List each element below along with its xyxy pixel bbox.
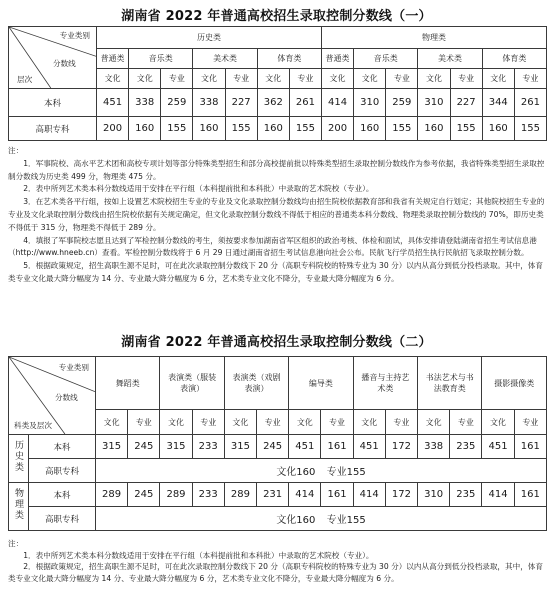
- table2-notes: [8, 538, 547, 584]
- row-label: 高职专科: [29, 459, 96, 483]
- score-cell: 414: [353, 483, 385, 507]
- subgroup-header: 普通类: [97, 49, 129, 69]
- note-item: 4．填报了军事院校志愿且达到了军检控制分数线的考生，须按要求参加湖南省军区组织的政治考核、体检和面试，具体安排请登陆湖南省招生考试信息港（http://www.hneeb.cn）查看。军检控制分数线将于 6 月 29 日通过湖南省招生考试信息港向社会公布。民航飞行学员招生执行民航招飞录取控制分数。: [8, 235, 537, 258]
- score-cell: 155: [514, 117, 546, 141]
- column-header: 专业: [161, 69, 193, 89]
- score-cell: 310: [418, 89, 450, 117]
- score-cell: 259: [386, 89, 418, 117]
- table-row: [9, 483, 547, 507]
- merged-score-cell: [96, 459, 547, 483]
- subgroup-header: 音乐类: [129, 49, 193, 69]
- corner-label-level: 层次: [17, 75, 33, 84]
- score-table-1: [8, 26, 547, 141]
- column-header: 文化: [193, 69, 225, 89]
- corner-label-score: 分数线: [55, 393, 78, 402]
- column-header: 文化: [257, 69, 289, 89]
- category-header-photography: 摄影摄像类: [482, 357, 547, 410]
- group-header-history: 历史类: [97, 27, 322, 49]
- score-cell: 289: [224, 483, 256, 507]
- category-header-directing: 编导类: [289, 357, 353, 410]
- corner-label-category: 专业类别: [58, 363, 89, 372]
- score-cell: 155: [386, 117, 418, 141]
- subgroup-header: 音乐类: [354, 49, 418, 69]
- column-header: 专业: [225, 69, 257, 89]
- major-score: 专业155: [326, 515, 366, 526]
- note-item: 1．表中所列艺术类本科分数线适用于安排在平行组（本科提前批和本科批）中录取的艺术院校（专业）。: [23, 550, 374, 560]
- table-row: [9, 89, 547, 117]
- row-label: 本科: [29, 435, 96, 459]
- score-cell: 160: [129, 117, 161, 141]
- note-item: 1．军事院校、高水平艺术团和高校专项计划等部分特殊类型招生和部分高校提前批以特殊类型招生录取控制分数线作为参考依据，我省特殊类型招生录取控制分数线为历史类 499 分，物理类 475 分。: [8, 158, 545, 181]
- score-cell: 338: [129, 89, 161, 117]
- column-header: 文化: [418, 410, 450, 435]
- table-row: [9, 507, 547, 531]
- column-header: 文化: [354, 69, 386, 89]
- table1-notes: [8, 145, 547, 286]
- major-score: 专业155: [326, 467, 366, 478]
- score-cell: 172: [385, 435, 417, 459]
- score-cell: 289: [96, 483, 128, 507]
- score-cell: 259: [161, 89, 193, 117]
- score-cell: 200: [321, 117, 353, 141]
- score-cell: 451: [97, 89, 129, 117]
- culture-score: 文化160: [276, 467, 316, 478]
- score-cell: 338: [193, 89, 225, 117]
- score-cell: 200: [97, 117, 129, 141]
- column-header: 专业: [450, 410, 482, 435]
- corner-label-category: 专业类别: [59, 31, 90, 40]
- corner-label-score: 分数线: [53, 59, 76, 68]
- score-cell: 233: [192, 435, 224, 459]
- table-row: [9, 117, 547, 141]
- score-cell: 160: [354, 117, 386, 141]
- score-cell: 227: [450, 89, 482, 117]
- score-cell: 310: [418, 483, 450, 507]
- corner-label-subject-level: 科类及层次: [14, 421, 52, 430]
- score-cell: 245: [128, 435, 160, 459]
- score-cell: 338: [418, 435, 450, 459]
- subgroup-header: 体育类: [257, 49, 321, 69]
- column-header: 专业: [514, 69, 546, 89]
- score-cell: 245: [128, 483, 160, 507]
- score-cell: 315: [224, 435, 256, 459]
- subgroup-header: 体育类: [482, 49, 546, 69]
- column-header: 文化: [224, 410, 256, 435]
- table-row: [9, 459, 547, 483]
- score-cell: 414: [321, 89, 353, 117]
- score-cell: 155: [450, 117, 482, 141]
- score-cell: 233: [192, 483, 224, 507]
- table-row: [9, 435, 547, 459]
- column-header: 专业: [289, 69, 321, 89]
- column-header: 文化: [418, 69, 450, 89]
- subgroup-header: 普通类: [321, 49, 353, 69]
- note-item: 2．根据政策规定，招生高职生源不足时，可在此次录取控制分数线下 20 分（高职专科院校的特殊专业为 30 分）以内从高分到低分投档录取，其中，体育类专业文化最大降分幅度为 14 分、专业最大降分幅度为 6 分，艺术类专业文化不降分，专业最大降分幅度为 6 分。: [8, 562, 543, 583]
- row-label: 高职专科: [29, 507, 96, 531]
- culture-score: 文化160: [276, 515, 316, 526]
- row-label: 高职专科: [9, 117, 97, 141]
- note-item: 5．根据政策规定，招生高职生源不足时，可在此次录取控制分数线下 20 分（高职专科院校的特殊专业为 30 分）以内从高分到低分投档录取。其中，体育类专业文化最大降分幅度为 14 分、专业最大降分幅度为 6 分，艺术类专业文化不降分，专业最大降分幅度为 6 分。: [8, 261, 543, 283]
- notes-label: 注：: [8, 146, 24, 155]
- column-header: 文化: [160, 410, 192, 435]
- column-header: 文化: [353, 410, 385, 435]
- score-cell: 155: [161, 117, 193, 141]
- section-label-physics: [9, 483, 29, 531]
- score-cell: 414: [289, 483, 321, 507]
- column-header: 专业: [386, 69, 418, 89]
- score-cell: 289: [160, 483, 192, 507]
- score-cell: 310: [354, 89, 386, 117]
- score-cell: 172: [385, 483, 417, 507]
- score-cell: 245: [257, 435, 289, 459]
- column-header: 专业: [450, 69, 482, 89]
- category-header-fashion-performance: 表演类（服装表演）: [160, 357, 224, 410]
- column-header: 专业: [385, 410, 417, 435]
- score-cell: 160: [418, 117, 450, 141]
- group-header-physics: 物理类: [321, 27, 546, 49]
- category-header-drama-performance: 表演类（戏剧表演）: [224, 357, 288, 410]
- score-cell: 451: [353, 435, 385, 459]
- score-cell: 451: [289, 435, 321, 459]
- score-cell: 155: [289, 117, 321, 141]
- subgroup-header: 美术类: [193, 49, 257, 69]
- score-cell: 160: [257, 117, 289, 141]
- column-header: 专业: [514, 410, 546, 435]
- column-header: 文化: [482, 410, 514, 435]
- table1-title: 湖南省 2022 年普通高校招生录取控制分数线（一）: [121, 9, 432, 24]
- section-label-text: 历史类: [13, 440, 23, 473]
- section-label-history: [9, 435, 29, 483]
- score-cell: 362: [257, 89, 289, 117]
- row-label: 本科: [29, 483, 96, 507]
- column-header: 文化: [482, 69, 514, 89]
- score-cell: 161: [321, 483, 353, 507]
- score-cell: 235: [450, 435, 482, 459]
- notes-label: 注：: [8, 539, 24, 548]
- column-header: 文化: [96, 410, 128, 435]
- table1-corner-header: [9, 27, 97, 89]
- score-cell: 161: [321, 435, 353, 459]
- column-header: 专业: [257, 410, 289, 435]
- score-cell: 235: [450, 483, 482, 507]
- column-header: 专业: [128, 410, 160, 435]
- section-label-text: 物理类: [13, 488, 23, 521]
- score-cell: 261: [289, 89, 321, 117]
- column-header: 文化: [129, 69, 161, 89]
- score-cell: 315: [160, 435, 192, 459]
- score-cell: 155: [225, 117, 257, 141]
- score-cell: 231: [257, 483, 289, 507]
- score-cell: 344: [482, 89, 514, 117]
- score-cell: 261: [514, 89, 546, 117]
- score-cell: 315: [96, 435, 128, 459]
- score-cell: 160: [193, 117, 225, 141]
- category-header-broadcasting: 播音与主持艺术类: [353, 357, 417, 410]
- column-header: 专业: [192, 410, 224, 435]
- category-header-dance: 舞蹈类: [96, 357, 160, 410]
- score-cell: 414: [482, 483, 514, 507]
- column-header: 专业: [321, 410, 353, 435]
- table2-title: 湖南省 2022 年普通高校招生录取控制分数线（二）: [121, 335, 432, 350]
- merged-score-cell: [96, 507, 547, 531]
- note-item: 3．在艺术类各平行组，按如上设置艺术院校招生专业的专业及文化录取控制分数线均由招生院校依据教育部和我省有关规定自行划定；其他院校招生专业的专业及文化录取控制分数线由招生院校依据有关规定确定，但文化录取控制分数线不得低于相应的普通类本科分数线、物理类录取控制分数线的 70%，即历史类不得低于 315 分，物理类不得低于 289 分。: [8, 197, 545, 232]
- column-header: 文化: [97, 69, 129, 89]
- table2-corner-header: [9, 357, 96, 435]
- score-cell: 161: [514, 483, 546, 507]
- subgroup-header: 美术类: [418, 49, 482, 69]
- category-header-calligraphy: 书法艺术与书法教育类: [418, 357, 482, 410]
- score-cell: 160: [482, 117, 514, 141]
- column-header: 文化: [289, 410, 321, 435]
- score-cell: 227: [225, 89, 257, 117]
- score-cell: 161: [514, 435, 546, 459]
- row-label: 本科: [9, 89, 97, 117]
- score-table-2: [8, 356, 547, 531]
- column-header: 文化: [321, 69, 353, 89]
- note-item: 2．表中所列艺术类本科分数线适用于安排在平行组（本科提前批和本科批）中录取的艺术院校（专业）。: [23, 184, 374, 194]
- score-cell: 451: [482, 435, 514, 459]
